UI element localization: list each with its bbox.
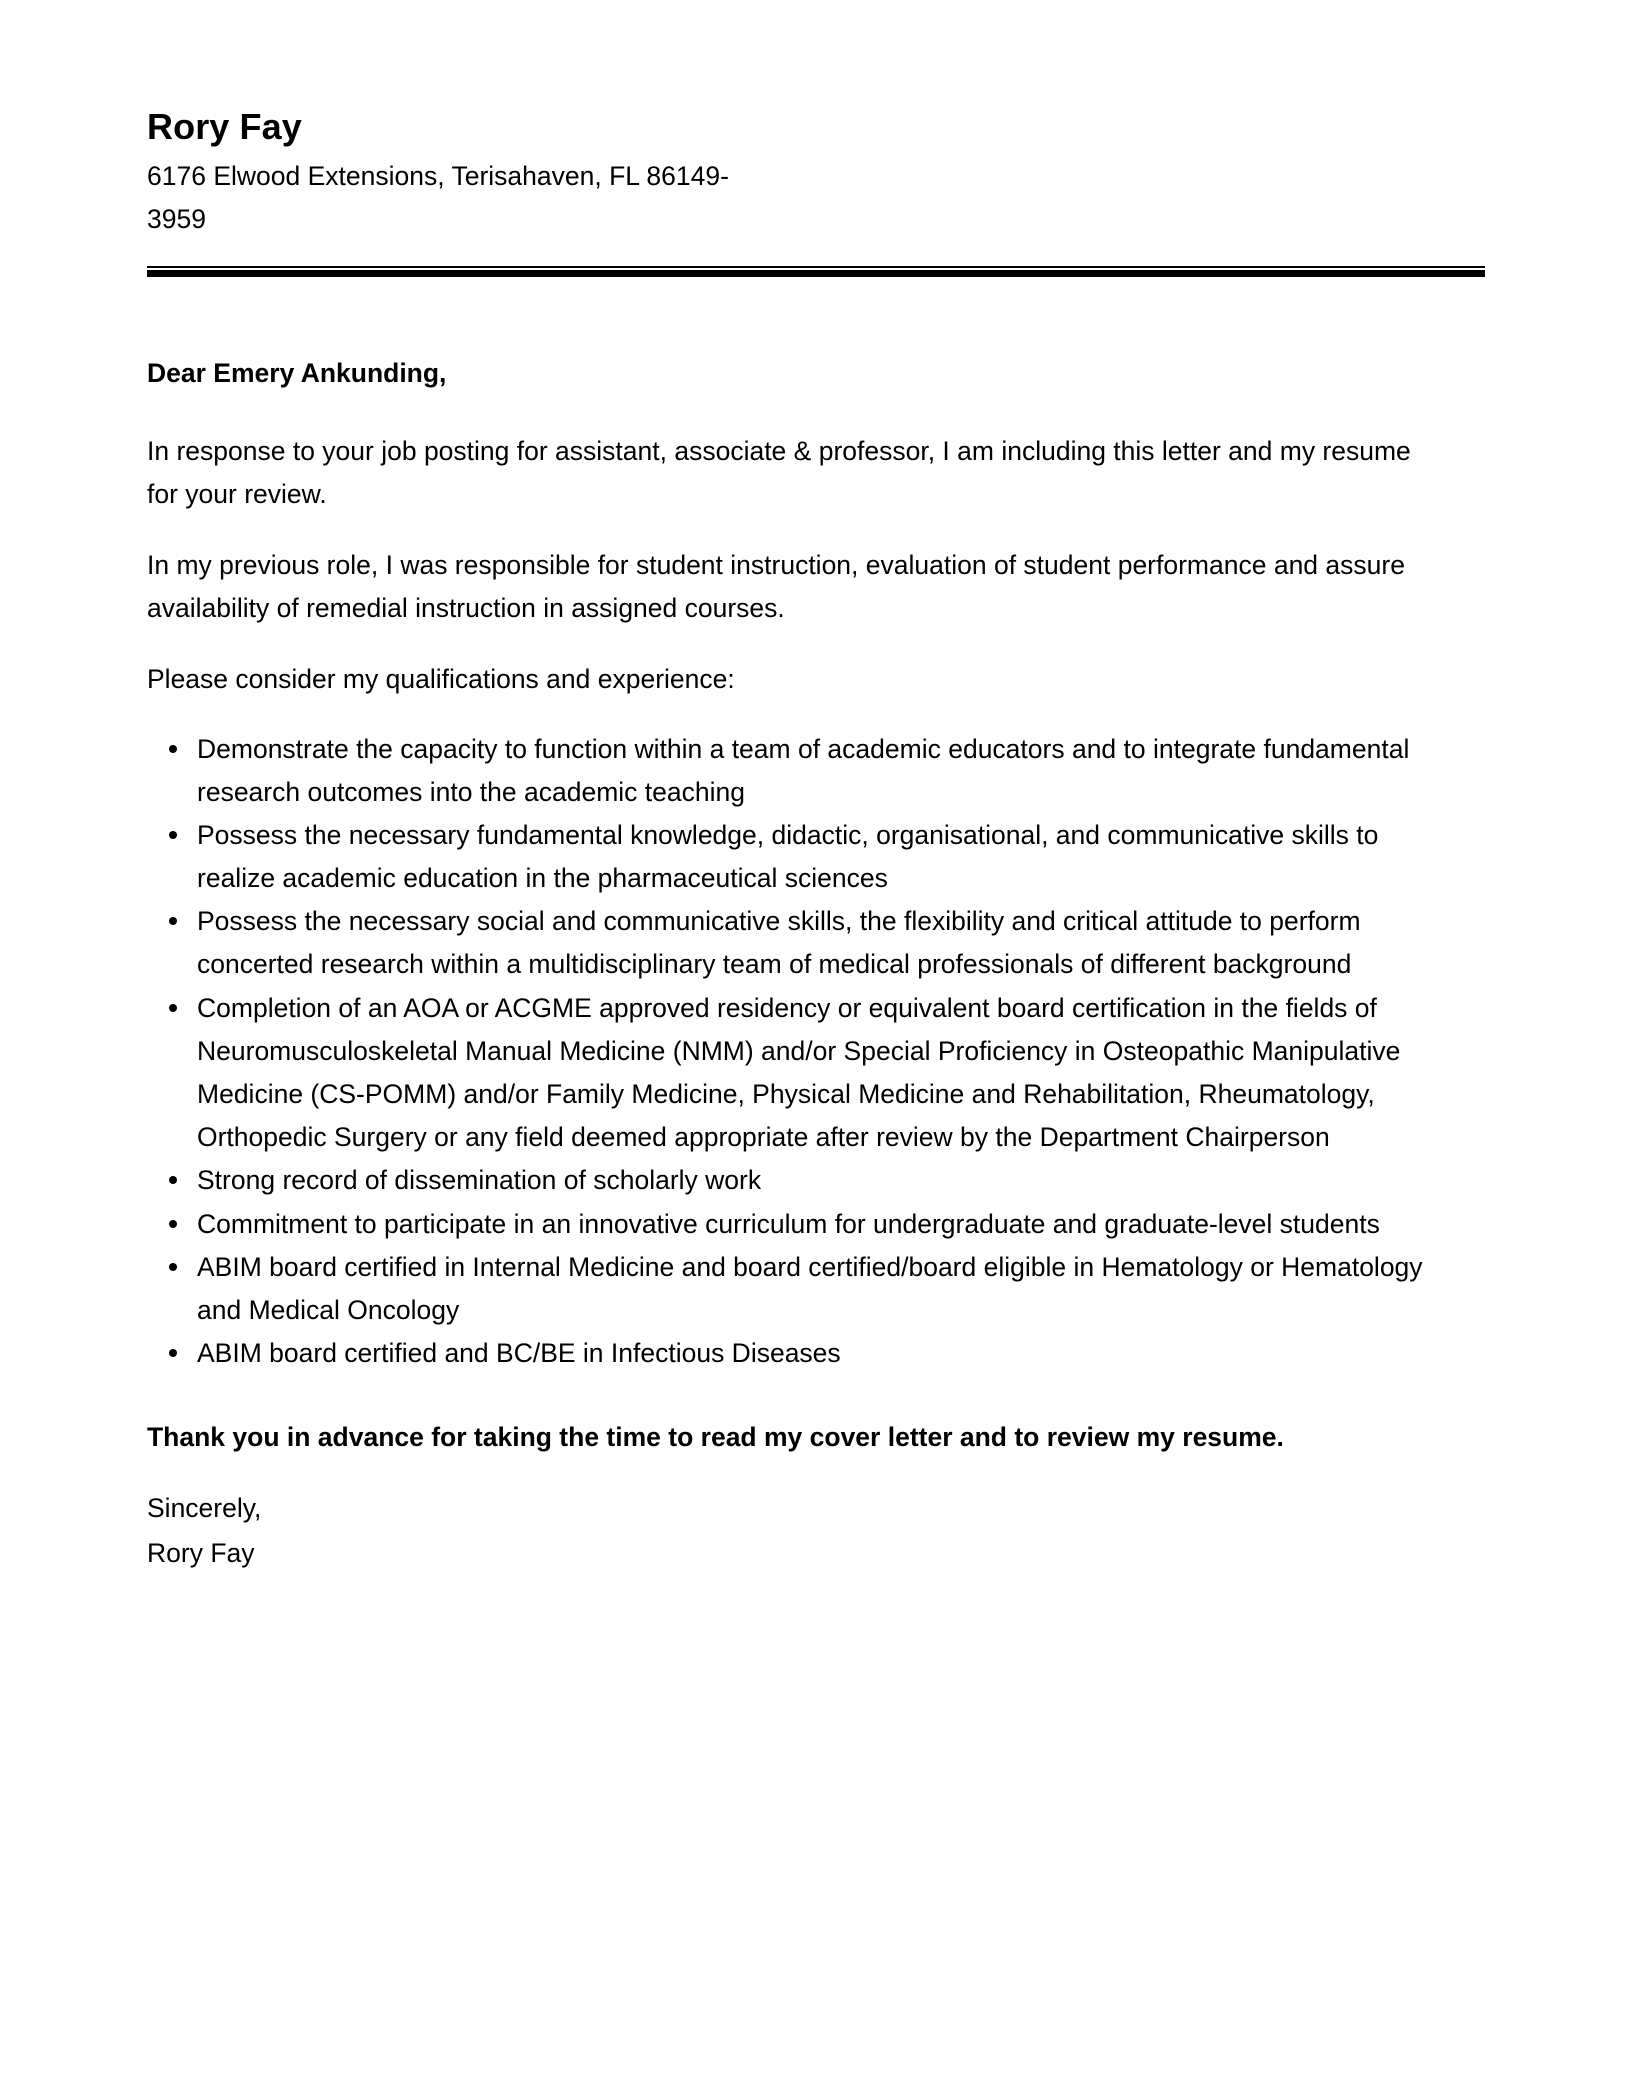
list-item [147, 1246, 1452, 1332]
letter-body [147, 354, 1485, 1575]
signature-name: Rory Fay [147, 1538, 255, 1569]
bullet-icon [169, 745, 177, 753]
list-item-text: Commitment to participate in an innovative curriculum for undergraduate and graduate-level students [197, 1208, 1380, 1239]
bullet-icon [169, 831, 177, 839]
list-item [147, 1203, 1452, 1246]
list-item [147, 900, 1452, 986]
bullet-icon [169, 1263, 177, 1271]
bullet-icon [169, 1004, 177, 1012]
bullet-icon [169, 1176, 177, 1184]
list-item [147, 728, 1452, 814]
sign-off: Sincerely, [147, 1493, 262, 1524]
list-item-text: Demonstrate the capacity to function within a team of academic educators and to integrate fundamental research outcomes into the academic teaching [197, 733, 1410, 807]
list-item [147, 814, 1452, 900]
bullet-icon [169, 917, 177, 925]
list-item [147, 1332, 1452, 1375]
body-paragraph-1: In response to your job posting for assistant, associate & professor, I am including this letter and my resume for your review. [147, 435, 1411, 509]
header-divider [147, 266, 1485, 278]
sender-name: Rory Fay [147, 106, 302, 147]
list-item-text: Possess the necessary social and communicative skills, the flexibility and critical attitude to perform concerted research within a multidisciplinary team of medical professionals of different background [197, 906, 1361, 980]
closing-statement: Thank you in advance for taking the time to read my cover letter and to review my resume. [147, 1422, 1284, 1453]
list-item-text: Possess the necessary fundamental knowledge, didactic, organisational, and communicative skills to realize academic education in the pharmaceutical sciences [197, 819, 1379, 894]
divider-line-bottom [147, 270, 1485, 277]
list-item [147, 987, 1452, 1160]
letter-content [147, 104, 1485, 1575]
salutation: Dear Emery Ankunding, [147, 357, 447, 388]
sender-address: 6176 Elwood Extensions, Terisahaven, FL 86149-3959 [147, 161, 729, 234]
list-item [147, 1159, 1452, 1202]
list-item-text: Completion of an AOA or ACGME approved residency or equivalent board certification in the fields of Neuromusculoskeletal Manual Medicine (NMM) and/or Special Proficiency in Osteopathic Manipulative Medicine (CS-POMM) and/or Family Medicine, Physical Medicine and Rehabilitation, Rheumatology, Orthopedic Surgery or any field deemed appropriate after review by the Department Chairperson [197, 992, 1401, 1153]
letterhead [147, 104, 1485, 241]
body-paragraph-2: In my previous role, I was responsible for student instruction, evaluation of student performance and assure availability of remedial instruction in assigned courses. [147, 549, 1405, 624]
qualifications-list [147, 728, 1447, 1376]
body-paragraph-3: Please consider my qualifications and experience: [147, 664, 735, 695]
bullet-icon [169, 1349, 177, 1357]
list-item-text: ABIM board certified and BC/BE in Infectious Diseases [197, 1338, 841, 1369]
bullet-icon [169, 1220, 177, 1228]
list-item-text: ABIM board certified in Internal Medicine and board certified/board eligible in Hematology or Hematology and Medical Oncology [197, 1251, 1423, 1325]
list-item-text: Strong record of dissemination of scholarly work [197, 1165, 762, 1196]
